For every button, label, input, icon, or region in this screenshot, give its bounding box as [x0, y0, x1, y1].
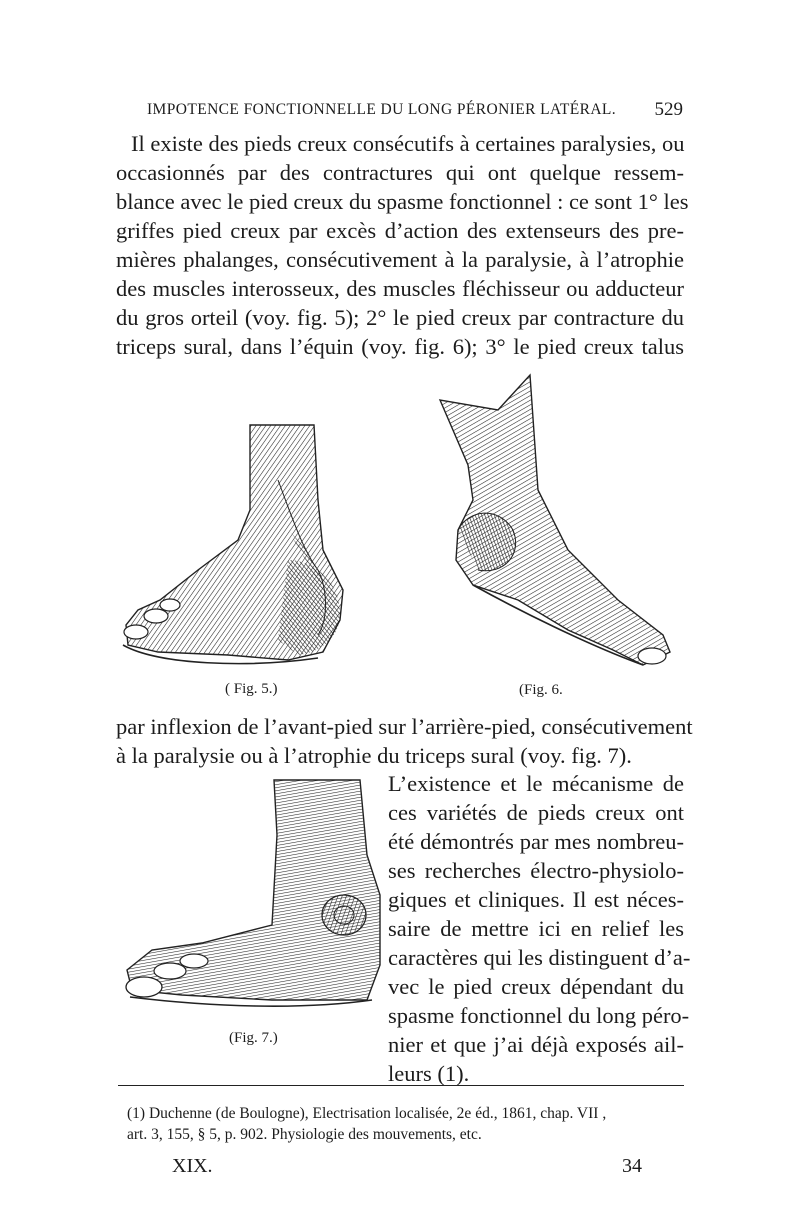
paragraph-3-line-9: spasme fonctionnel du long péro- [388, 1003, 690, 1028]
paragraph-2-line-1: par inflexion de l’avant-pied sur l’arrière-pied, consécutivement [116, 714, 693, 739]
signature-mark: XIX. [172, 1155, 213, 1177]
paragraph-1-line-6: des muscles interosseux, des muscles fléchisseur ou adducteur [116, 276, 684, 301]
paragraph-2-line-2: à la paralysie ou à l’atrophie du triceps sural (voy. fig. 7). [116, 743, 632, 768]
paragraph-3-line-11: leurs (1). [388, 1061, 470, 1086]
figure-6-illustration [438, 370, 678, 670]
paragraph-3-line-10: nier et que j’ai déjà exposés ail- [388, 1032, 684, 1057]
paragraph-3-line-1: L’existence et le mécanisme de [388, 771, 684, 796]
paragraph-1-line-7: du gros orteil (voy. fig. 5); 2° le pied creux par contracture du [116, 305, 684, 330]
paragraph-3-line-2: ces variétés de pieds creux ont [388, 800, 684, 825]
running-head-title: IMPOTENCE FONCTIONNELLE DU LONG PÉRONIER LATÉRAL. [147, 101, 617, 118]
figure-5-illustration [118, 420, 358, 680]
figure-6-drawing [438, 370, 678, 670]
paragraph-1-line-1: Il existe des pieds creux consécutifs à certaines paralysies, ou [131, 131, 685, 156]
footnote-rule [118, 1085, 684, 1086]
paragraph-3-line-6: saire de mettre ici en relief les [388, 916, 684, 941]
figure-6-caption: (Fig. 6. [519, 682, 563, 698]
page-number: 529 [654, 99, 683, 120]
paragraph-1-line-2: occasionnés par des contractures qui ont quelque ressem- [116, 160, 684, 185]
figure-5-drawing [118, 420, 358, 680]
figure-7-illustration [122, 775, 384, 1020]
paragraph-1-line-3: blance avec le pied creux du spasme fonctionnel : ce sont 1° les [116, 189, 689, 214]
paragraph-1-line-4: griffes pied creux par excès d’action des extenseurs des pre- [116, 218, 684, 243]
paragraph-1-line-5: mières phalanges, consécutivement à la paralysie, à l’atrophie [116, 247, 684, 272]
paragraph-1-line-8: triceps sural, dans l’équin (voy. fig. 6); 3° le pied creux talus [116, 334, 684, 359]
footnote-line-1: (1) Duchenne (de Boulogne), Electrisation localisée, 2e éd., 1861, chap. VII , [127, 1105, 607, 1122]
figure-7-caption: (Fig. 7.) [229, 1030, 278, 1046]
paragraph-3-line-5: giques et cliniques. Il est néces- [388, 887, 684, 912]
paragraph-3-line-4: ses recherches électro-physiolo- [388, 858, 684, 883]
signature-number: 34 [622, 1155, 642, 1177]
running-head [147, 101, 683, 119]
paragraph-3-line-7: caractères qui les distinguent d’a- [388, 945, 691, 970]
paragraph-3-line-8: vec le pied creux dépendant du [388, 974, 684, 999]
paragraph-3-line-3: été démontrés par mes nombreu- [388, 829, 684, 854]
figure-7-drawing [122, 775, 384, 1020]
footnote-line-2: art. 3, 155, § 5, p. 902. Physiologie des mouvements, etc. [127, 1126, 482, 1143]
figure-5-caption: ( Fig. 5.) [225, 681, 278, 697]
